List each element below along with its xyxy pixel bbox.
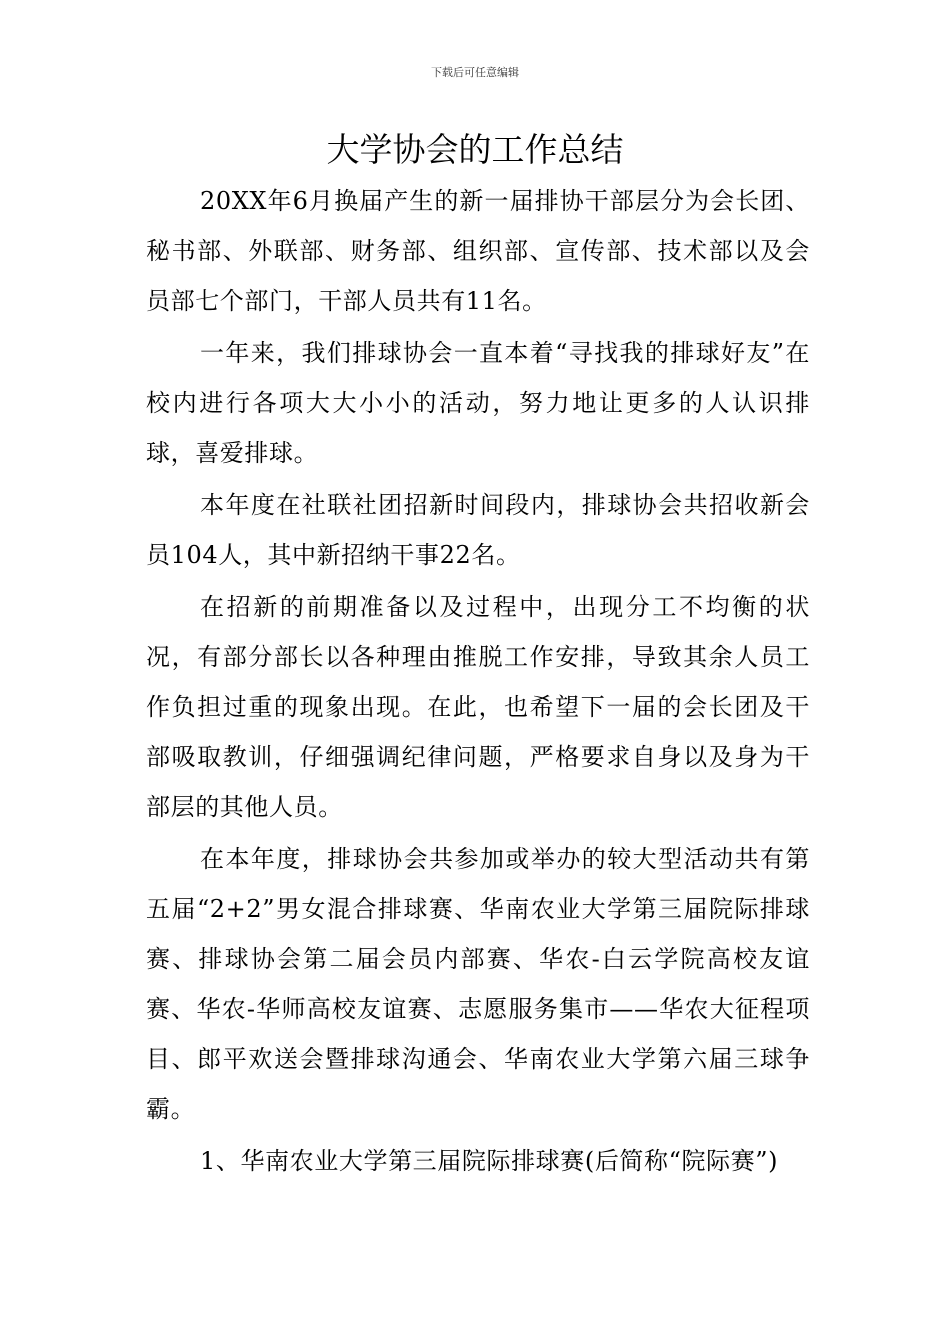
paragraph: 一年来，我们排球协会一直本着“寻找我的排球好友”在校内进行各项大大小小的活动，努力地让更多的人认识排球，喜爱排球。 (146, 339, 810, 467)
header-note: 下载后可任意编辑 (431, 66, 519, 79)
paragraph: 本年度在社联社团招新时间段内，排球协会共招收新会员104人，其中新招纳干事22名。 (146, 491, 810, 569)
paragraph: 1、华南农业大学第三届院际排球赛(后简称“院际赛”) (200, 1147, 779, 1175)
paragraph: 20XX年6月换届产生的新一届排协干部层分为会长团、秘书部、外联部、财务部、组织部、宣传部、技术部以及会员部七个部门，干部人员共有11名。 (146, 187, 810, 315)
paragraph: 在招新的前期准备以及过程中，出现分工不均衡的状况，有部分部长以各种理由推脱工作安排，导致其余人员工作负担过重的现象出现。在此，也希望下一届的会长团及干部吸取教训，仔细强调纪律问题，严格要求自身以及身为干部层的其他人员。 (146, 593, 810, 821)
paragraph: 在本年度，排球协会共参加或举办的较大型活动共有第五届“2+2”男女混合排球赛、华南农业大学第三届院际排球赛、排球协会第二届会员内部赛、华农-白云学院高校友谊赛、华农-华师高校友谊赛、志愿服务集市——华农大征程项目、郎平欢送会暨排球沟通会、华南农业大学第六届三球争霸。 (146, 845, 810, 1123)
document-body (146, 176, 810, 1188)
document-title: 大学协会的工作总结 (326, 130, 624, 169)
